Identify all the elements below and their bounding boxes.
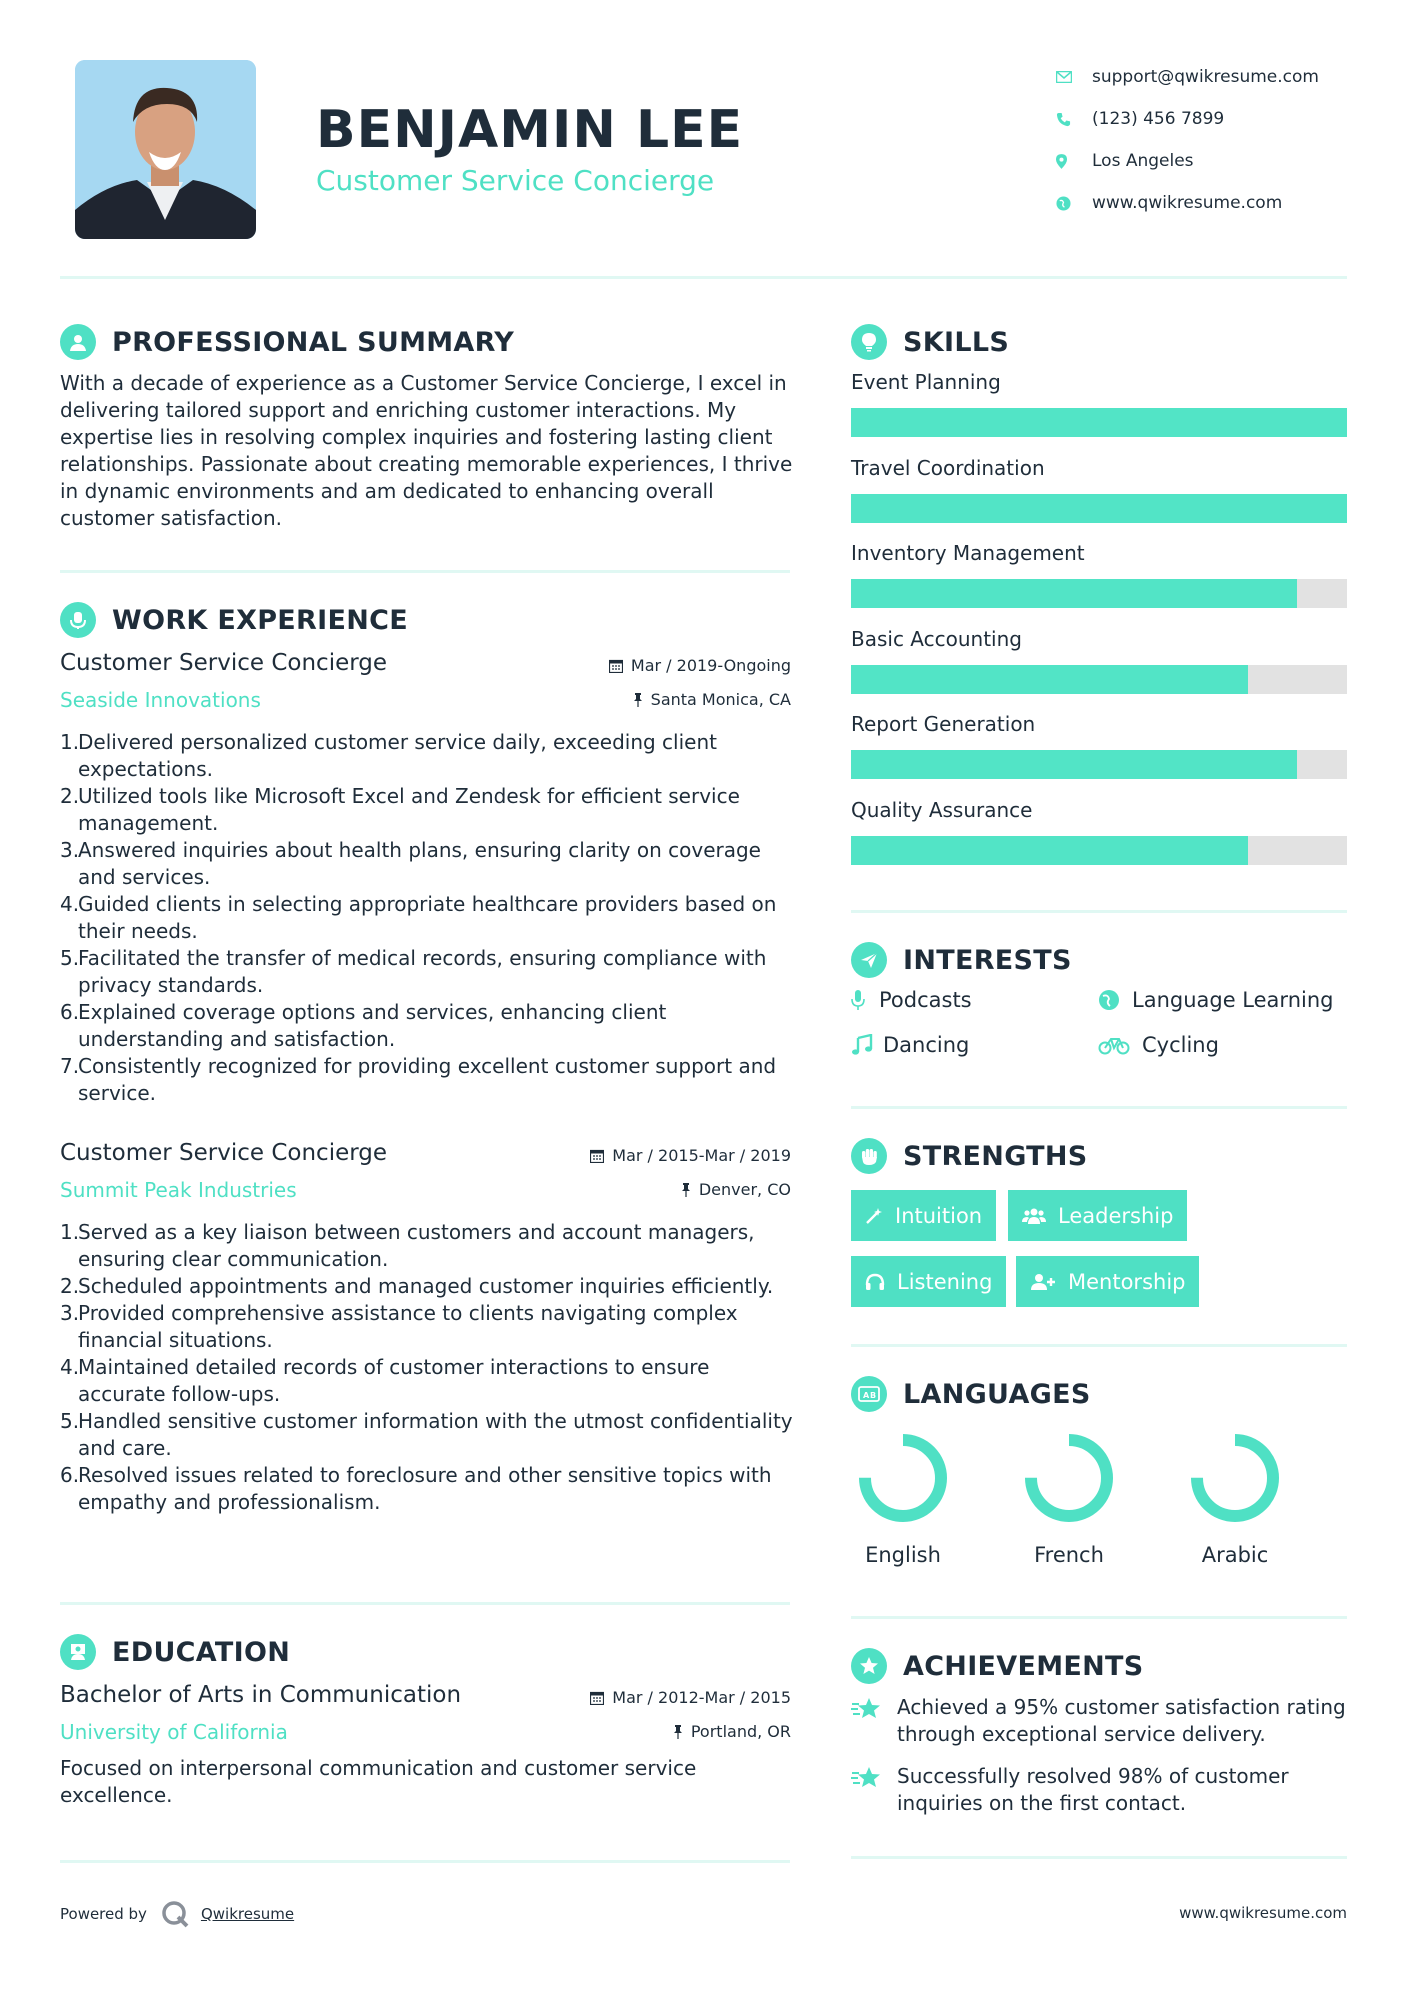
language-ring — [857, 1432, 949, 1524]
experience-heading: WORK EXPERIENCE — [60, 602, 408, 638]
contact-email[interactable] — [1056, 56, 1356, 98]
skill-bar-fill — [851, 836, 1248, 865]
strength-tag-mentorship: Mentorship — [1016, 1256, 1199, 1307]
star-icon — [851, 1694, 897, 1748]
user-icon — [60, 324, 96, 360]
strengths-heading: STRENGTHS — [851, 1138, 1088, 1174]
fist-icon — [851, 1138, 887, 1174]
svg-text:B: B — [870, 1391, 877, 1400]
contact-text: Los Angeles — [1092, 151, 1194, 171]
pushpin-icon — [633, 693, 643, 707]
skill-bar-fill — [851, 408, 1347, 437]
skill-bar — [851, 665, 1347, 694]
job-bullets — [60, 729, 800, 1107]
summary-divider — [60, 570, 790, 573]
contact-phone[interactable] — [1056, 98, 1356, 140]
education-heading: EDUCATION — [60, 1634, 290, 1670]
star-icon — [851, 1763, 897, 1817]
strength-tag-intuition: Intuition — [851, 1190, 996, 1241]
skill-bar-fill — [851, 494, 1347, 523]
headphones-icon — [865, 1273, 885, 1291]
music-note-icon — [851, 1034, 883, 1056]
school-name: University of California — [60, 1720, 288, 1744]
skill-bar — [851, 836, 1347, 865]
interest-dancing: Dancing — [851, 1033, 969, 1057]
interest-cycling: Cycling — [1098, 1033, 1219, 1057]
achievements-divider — [851, 1856, 1347, 1859]
list-item: 3. Provided comprehensive assistance to clients navigating complex financial situations. — [60, 1301, 738, 1352]
language-ring — [1189, 1432, 1281, 1524]
list-item: 1. Served as a key liaison between customers and account managers, ensuring clear communication. — [60, 1220, 755, 1271]
skill-label: Quality Assurance — [851, 797, 1033, 822]
calendar-icon — [609, 659, 623, 673]
education-divider — [60, 1860, 790, 1863]
list-item: 4. Guided clients in selecting appropriate healthcare providers based on their needs. — [60, 892, 777, 943]
calendar-icon — [590, 1149, 604, 1163]
magic-wand-icon — [865, 1207, 883, 1225]
achievement-item: Achieved a 95% customer satisfaction rating through exceptional service delivery. — [851, 1694, 1351, 1748]
skill-bar — [851, 579, 1347, 608]
list-item: 2. Scheduled appointments and managed customer inquiries efficiently. — [60, 1274, 774, 1298]
skills-divider — [851, 910, 1347, 913]
users-icon — [1022, 1207, 1046, 1225]
job-title: Customer Service Concierge — [60, 1140, 388, 1166]
paper-plane-icon — [851, 942, 887, 978]
language-icon — [851, 1376, 887, 1412]
list-item: 7. Consistently recognized for providing excellent customer support and service. — [60, 1054, 777, 1105]
language-ring-arc — [865, 1440, 941, 1516]
contact-list — [1056, 56, 1356, 224]
skill-bar — [851, 750, 1347, 779]
calendar-icon — [590, 1691, 604, 1705]
skill-bar-fill — [851, 750, 1297, 779]
company-name: Seaside Innovations — [60, 688, 261, 712]
lightbulb-icon — [851, 324, 887, 360]
education-text: Focused on interpersonal communication and customer service excellence. — [60, 1756, 697, 1807]
achievements-heading: ACHIEVEMENTS — [851, 1648, 1144, 1684]
language-label: Arabic — [1201, 1543, 1269, 1567]
header-divider — [60, 276, 1347, 279]
experience-divider — [60, 1602, 790, 1605]
bicycle-icon — [1098, 1035, 1142, 1055]
skill-bar — [851, 494, 1347, 523]
education-location: Portland, OR — [480, 1722, 791, 1741]
contact-text: www.qwikresume.com — [1092, 193, 1283, 213]
pushpin-icon — [673, 1725, 683, 1739]
strengths-divider — [851, 1344, 1347, 1347]
skill-bar-fill — [851, 579, 1297, 608]
skill-label: Inventory Management — [851, 541, 1085, 565]
skills-heading: SKILLS — [851, 324, 1009, 360]
list-item: 5. Handled sensitive customer information with the utmost confidentiality and care. — [60, 1409, 793, 1460]
user-plus-icon — [1030, 1273, 1056, 1291]
skill-label: Travel Coordination — [851, 455, 1045, 480]
skill-label: Report Generation — [851, 712, 1036, 736]
contact-location — [1056, 140, 1356, 182]
candidate-name: BENJAMIN LEE — [316, 100, 744, 160]
list-item: 5. Facilitated the transfer of medical records, ensuring compliance with privacy standards. — [60, 946, 767, 997]
pushpin-icon — [681, 1183, 691, 1197]
company-name: Summit Peak Industries — [60, 1178, 297, 1202]
envelope-icon — [1056, 67, 1092, 87]
job-title: Customer Service Concierge — [60, 650, 388, 676]
language-label: English — [865, 1543, 941, 1567]
skill-bar — [851, 408, 1347, 437]
degree-title: Bachelor of Arts in Communication — [60, 1682, 462, 1708]
phone-icon — [1056, 109, 1092, 129]
candidate-title: Customer Service Concierge — [316, 164, 715, 197]
language-label: French — [1034, 1543, 1104, 1567]
skill-label: Basic Accounting — [851, 626, 1022, 651]
profile-photo — [75, 60, 256, 239]
graduate-icon — [60, 1634, 96, 1670]
language-ring — [1023, 1432, 1115, 1524]
achievement-item: Successfully resolved 98% of customer inquiries on the first contact. — [851, 1763, 1351, 1817]
education-dates: Mar / 2012-Mar / 2015 — [480, 1688, 791, 1707]
location-pin-icon — [1056, 151, 1092, 171]
language-ring-arc — [1031, 1440, 1107, 1516]
languages-divider — [851, 1616, 1347, 1619]
interests-divider — [851, 1106, 1347, 1109]
language-ring-arc — [1197, 1440, 1273, 1516]
microphone-icon — [851, 989, 879, 1011]
job-dates: Mar / 2019-Ongoing — [480, 656, 791, 675]
footer-powered-by: Powered by Qwikresume — [60, 1900, 294, 1928]
star-badge-icon — [851, 1648, 887, 1684]
contact-text: support@qwikresume.com — [1092, 67, 1319, 87]
skill-label: Event Planning — [851, 370, 1001, 394]
list-item: 2. Utilized tools like Microsoft Excel and Zendesk for efficient service management. — [60, 784, 740, 835]
globe-icon — [1098, 989, 1132, 1011]
job-dates: Mar / 2015-Mar / 2019 — [480, 1146, 791, 1165]
interests-heading: INTERESTS — [851, 942, 1072, 978]
job-bullets — [60, 1219, 800, 1516]
contact-text: (123) 456 7899 — [1092, 109, 1225, 129]
job-location: Denver, CO — [480, 1180, 791, 1199]
skill-bar-fill — [851, 665, 1248, 694]
list-item: 3. Answered inquiries about health plans, ensuring clarity on coverage and services. — [60, 838, 761, 889]
list-item: 4. Maintained detailed records of customer interactions to ensure accurate follow-ups. — [60, 1355, 710, 1406]
list-item: 6. Resolved issues related to foreclosure and other sensitive topics with empathy and professionalism. — [60, 1463, 772, 1514]
qwikresume-logo-icon — [161, 1900, 189, 1928]
list-item: 1. Delivered personalized customer service daily, exceeding client expectations. — [60, 730, 717, 781]
svg-text:A: A — [863, 1391, 870, 1400]
footer-brand-link[interactable]: Qwikresume — [200, 1905, 295, 1923]
contact-website[interactable] — [1056, 182, 1356, 224]
strength-tag-leadership: Leadership — [1008, 1190, 1187, 1241]
summary-text: With a decade of experience as a Customer Service Concierge, I excel in delivering tailored support and enriching customer interactions. My expertise lies in resolving complex inquiries and fostering lasting client relationships. Passionate about creating memorable experiences, I thrive in dynamic environments and am dedicated to enhancing overall customer satisfaction. — [60, 371, 793, 530]
footer-site-link[interactable]: www.qwikresume.com — [1179, 1904, 1347, 1922]
summary-heading: PROFESSIONAL SUMMARY — [60, 324, 514, 360]
job-location: Santa Monica, CA — [480, 690, 791, 709]
strength-tag-listening: Listening — [851, 1256, 1006, 1307]
briefcase-icon — [60, 602, 96, 638]
globe-icon — [1056, 193, 1092, 213]
languages-heading: A B LANGUAGES — [851, 1376, 1091, 1412]
interest-podcasts: Podcasts — [851, 988, 972, 1012]
interest-language-learning: Language Learning — [1098, 988, 1333, 1012]
list-item: 6. Explained coverage options and services, enhancing client understanding and satisfaction. — [60, 1000, 667, 1051]
